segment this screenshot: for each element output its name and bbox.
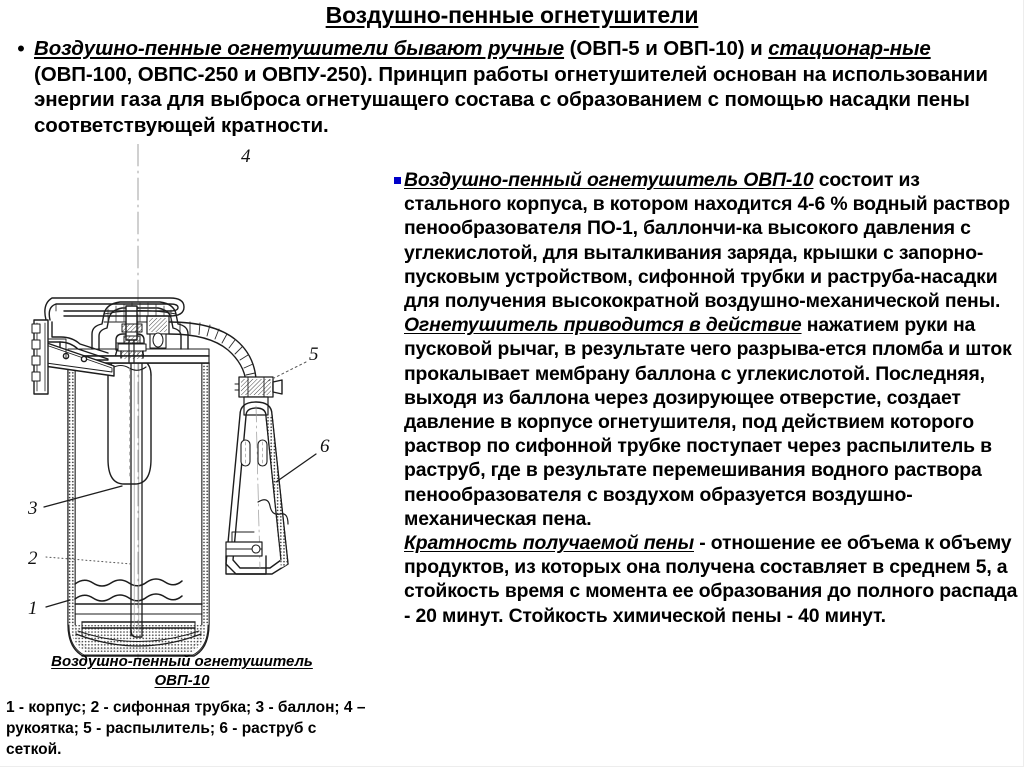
- figure-label-5: 5: [309, 344, 319, 365]
- intro-emphasis-2: стационар-ные: [768, 37, 931, 60]
- right-paragraph-3-body: - отношение ее объема к объему продуктов, из которых она получена составляет в среднем 5, а стойкость время с момента ее образования до полного распада - 20 минут. Стойкость химической пены - 40 минут.: [404, 532, 1018, 627]
- right-bullet-row: [394, 168, 1022, 313]
- right-paragraph-3-heading: Кратность получаемой пены: [404, 532, 694, 555]
- page-title-text: Воздушно-пенные огнетушители: [325, 2, 699, 28]
- intro-emphasis-1: Воздушно-пенные огнетушители бывают ручные: [34, 37, 565, 60]
- figure-label-3: 3: [28, 498, 38, 519]
- right-paragraph-2-body: нажатием руки на пусковой рычаг, в результате чего разрыва-ется пломба и шток прокалывает мембрану баллона с углекислотой. Последняя, выходя из баллона через дозирующее отверстие, создает давление в корпусе огнетушителя, под действием которого раствор по сифонной трубке поступает через распылитель в раструб, где в результате перемешивания водного раствора пенообразователя с воздухом образуется воздушно-механическая пена.: [404, 314, 1012, 530]
- figure-caption-line-2: ОВП-10: [154, 672, 210, 689]
- right-paragraph-2: [394, 313, 1022, 531]
- figure-label-2: 2: [28, 548, 38, 569]
- intro-plain-2: (ОВП-100, ОВПС-250 и ОВПУ-250). Принцип работы огнетушителей основан на использовании энергии газа для выброса огнетушащего состава с образованием с помощью насадки пены соответствующей кратности.: [34, 62, 988, 137]
- extinguisher-cutaway-drawing: [4, 144, 384, 664]
- round-bullet-icon: •: [17, 36, 25, 61]
- right-paragraph-2-heading: Огнетушитель приводится в действие: [404, 314, 802, 337]
- fire-extinguisher-diagram: [4, 144, 384, 664]
- intro-paragraph: [34, 36, 1016, 138]
- right-text-column: [394, 168, 1022, 628]
- figure-caption-line-1: Воздушно-пенный огнетушитель: [51, 653, 313, 670]
- figure-label-1: 1: [28, 598, 38, 619]
- intro-bullet-block: [8, 36, 1016, 138]
- intro-bullet-row: [8, 36, 1016, 138]
- right-paragraph-1: [404, 168, 1022, 313]
- intro-plain-1: (ОВП-5 и ОВП-10) и: [564, 37, 769, 60]
- figure-caption: [4, 652, 360, 690]
- right-paragraph-3: [394, 531, 1022, 628]
- right-paragraph-1-body: состоит из стального корпуса, в котором находится 4-6 % водный раствор пенообразователя ПО-1, баллончи-ка высокого давления с углекислотой, для выталкивания заряда, крышки с запорно-пусковым устройством, сифонной трубки и раструба-насадки для получения высокократной воздушно-механической пены.: [404, 169, 1010, 313]
- figure-legend: 1 - корпус; 2 - сифонная трубка; 3 - баллон; 4 – рукоятка; 5 - распылитель; 6 - раструб с сеткой.: [6, 699, 366, 758]
- figure-label-6: 6: [320, 436, 330, 457]
- square-bullet-glyph: [394, 177, 401, 184]
- square-bullet-icon: [394, 168, 404, 184]
- right-paragraph-1-heading: Воздушно-пенный огнетушитель ОВП-10: [404, 169, 814, 191]
- page-title: [0, 2, 1024, 29]
- figure-label-4: 4: [241, 146, 251, 167]
